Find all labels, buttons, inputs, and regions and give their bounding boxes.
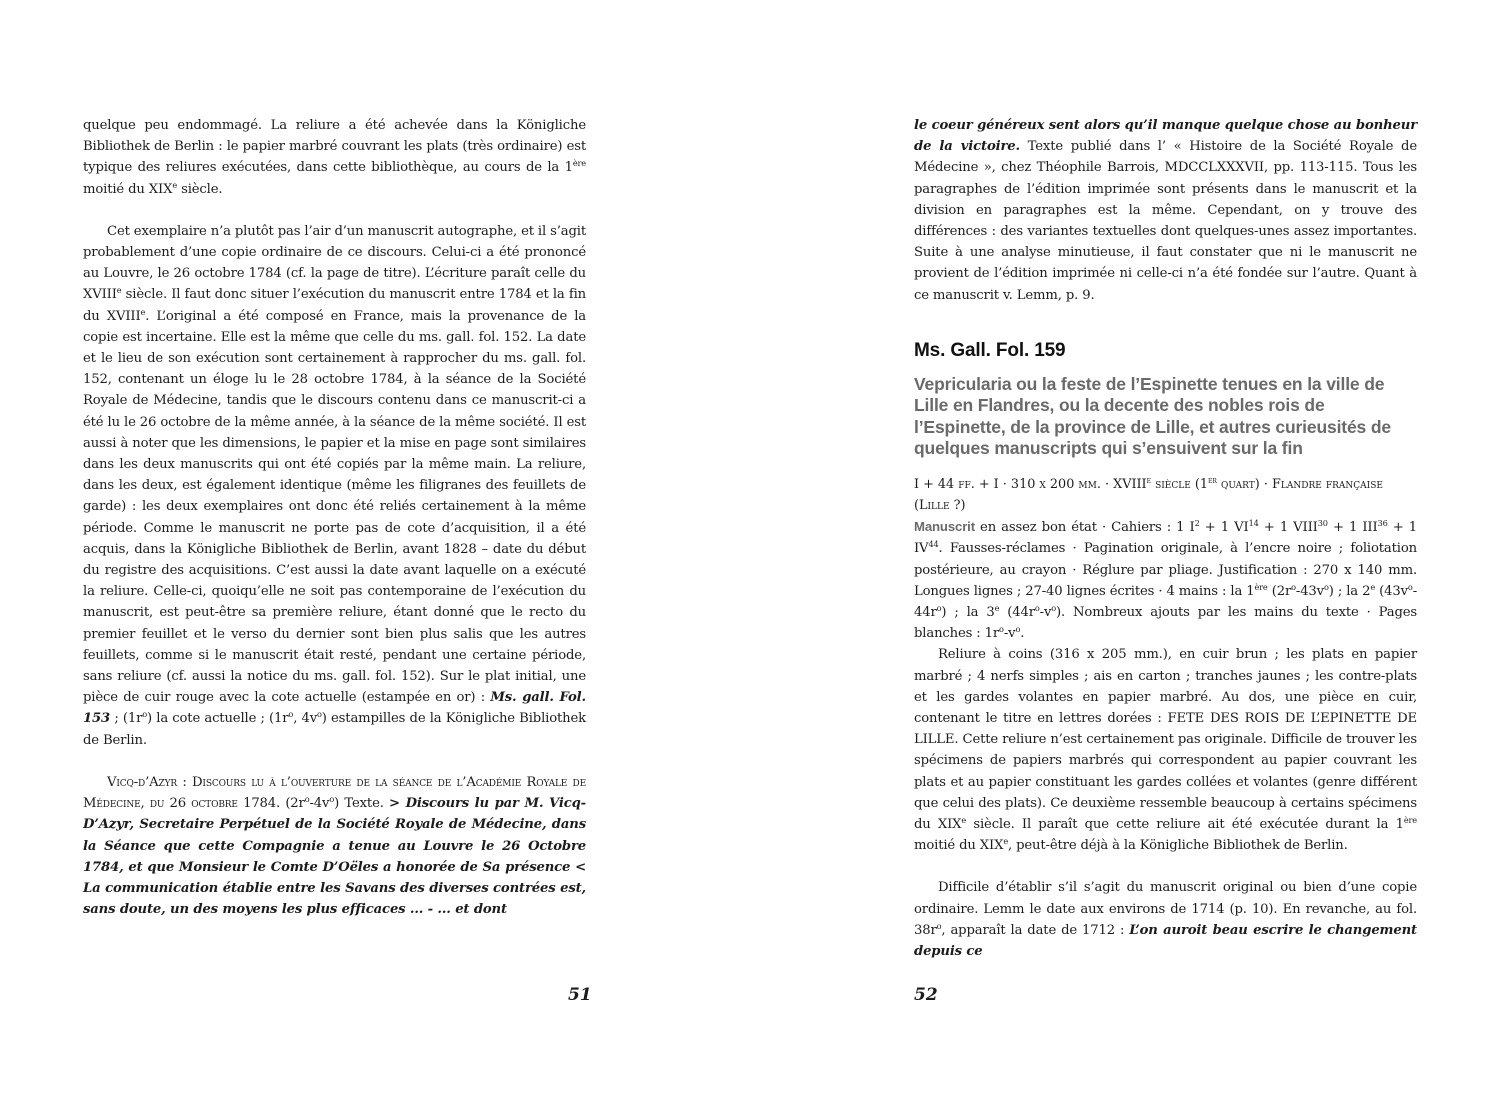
paragraph: Reliure à coins (316 x 205 mm.), en cuir brun ; les plats en papier marbré ; 4 nerfs simples ; ais en carton ; tranches jaunes ; les contre-plats et les gardes volantes en papier marbré. Au dos, une pièce en cuir, contenant le titre en lettres dorées : FETE DES ROIS DE L’EPINETTE DE LILLE. Cette reliure n’est certainement pas originale. Difficile de trouver les spécimens de papiers marbrés qui correspondent au papier couvrant les plats et au papier constituant les gardes collées et volantes (genre différent que celui des plats). Ce deuxième ressemble beaucoup à certains spécimens du XIXe siècle. Il paraît que cette reliure ait été exécutée durant la 1ère moitié du XIXe, peut-être déjà à la Königliche Bibliothek de Berlin. <box>914 647 1417 854</box>
manuscript-subtitle: Vepricularia ou la feste de l’Espinette tenues en la ville de Lille en Flandres, ou la decente des nobles rois de l’Espinette, de la province de Lille, et autres curieusités de quelques manuscripts qui s’ensuivent sur la fin <box>914 373 1391 459</box>
paragraph: quelque peu endommagé. La reliure a été achevée dans la Königliche Bibliothek de Berlin : le papier marbré couvrant les plats (très ordinaire) est typique des reliures exécutées, dans cette bibliothèque, au cours de la 1ère moitié du XIXe siècle. <box>83 118 586 197</box>
paragraph: Difficile d’établir s’il s’agit du manuscrit original ou bien d’une copie ordinaire. Lemm le date aux environs de 1714 (p. 10). En revanche, au fol. $38r^o$, apparaît la date de 1712 : L’on auroit beau escrire le changement depuis ce <box>914 880 1417 960</box>
manuscript-description: I + 44 ff. + I · 310 x 200 mm. · $XVIII^e$ siècle (1er quart) · Flandre française (Lille ?) <box>914 475 1383 514</box>
paragraph: Manuscrit en assez bon état · Cahiers : 1 $I^2 + 1$ $VI^{14} + 1$ $VIII^{30} + 1$ $III^{36} + 1$ IV$^{44}$. Fausses-réclames · Pagination originale, à l’encre noire ; foliotation postérieure, au crayon · Réglure par pliage. Justification : 270 x 140 mm. Longues lignes ; 27-40 lignes écrites · 4 mains : la 1ère $(2r^o-43v^o)$ ; la 2e $(43v^o-44r^o)$ ; la 3e $(44r^o-v^o)$. Nombreux ajouts par les mains du texte · Pages blanches : $1r^o-v^o$. <box>914 518 1418 642</box>
manuscript-title: Ms. Gall. Fol. 159 <box>914 339 1066 361</box>
page-right <box>750 0 1500 1116</box>
manuscrit-label: Manuscrit <box>914 519 975 535</box>
page-number: 51 <box>568 985 592 1005</box>
right-text-column <box>914 115 1417 962</box>
paragraph: le coeur généreux sent alors qu’il manque quelque chose au bonheur de la victoire. Texte publié dans l’ « Histoire de la Société Royale de Médecine », chez Théophile Barrois, MDCCLXXXVII, pp. 113-115. Tous les paragraphes de l’édition imprimée sont présents dans le manuscrit et la division en paragraphes est la même. Cependant, on y trouve des différences : des variantes textuelles dont quelques-unes assez importantes. Suite à une analyse minutieuse, il faut constater que ni le manuscrit ne provient de l’édition imprimée ni celle-ci n’a été fondée sur l’autre. Quant à ce manuscrit v. Lemm, p. 9. <box>914 118 1417 303</box>
page-number: 52 <box>914 985 938 1005</box>
paragraph: Cet exemplaire n’a plutôt pas l’air d’un manuscrit autographe, et il s’agit probablement d’une copie ordinaire de ce discours. Celui-ci a été prononcé au Louvre, le 26 octobre 1784 (cf. la page de titre). L’écriture paraît celle du XVIIIe siècle. Il faut donc situer l’exécution du manuscrit entre 1784 et la fin du XVIIIe. L’original a été composé en France, mais la provenance de la copie est incertaine. Elle est la même que celle du ms. gall. fol. 152. La date et le lieu de son exécution sont certainement à rapprocher du ms. gall. fol. 152, contenant un éloge lu le 28 octobre 1784, à la séance de la Société Royale de Médecine, tandis que le discours contenu dans ce manuscrit-ci a été lu le 26 octobre de la même année, à la séance de la même société. Il est aussi à noter que les dimensions, le papier et la mise en page sont similaires dans les deux manuscrits qui ont été copiés par la même main. La reliure, dans les deux, est également identique (même les filigranes des feuillets de garde) : les deux exemplaires ont donc été reliés certainement à la même période. Comme le manuscrit ne porte pas de cote d’acquisition, il a été acquis, dans la Königliche Bibliothek de Berlin, avant 1828 – date du début du registre des acquisitions. C’est aussi la date avant laquelle on a exécuté la reliure. Celle-ci, quoiqu’elle ne soit pas contemporaine de l’exécution du manuscrit, est peut-être sa première reliure, étant donné que le recto du premier feuillet et le verso du dernier sont bien plus salis que les autres feuillets, comme si le manuscrit était resté, pendant une certaine période, sans reliure (cf. aussi la notice du ms. gall. fol. 152). Sur le plat initial, une pièce de cuir rouge avec la cote actuelle (estampée en or) : Ms. gall. Fol. 153 ; $(1r^o)$ la cote actuelle ; ($1r^o$, $4v^o$) estampilles de la Königliche Bibliothek de Berlin. <box>83 223 586 748</box>
left-text-column <box>83 115 586 920</box>
text-entry-paragraph: Vicq-d’Azyr : Discours lu à l’ouverture de la séance de l’Académie Royale de Médecine, du 26 octobre 1784. $(2r^o-4v^o)$ Texte. > Discours lu par M. Vicq-D’Azyr, Secretaire Perpétuel de la Société Royale de Médecine, dans la Séance que cette Compagnie a tenue au Louvre le 26 Octobre 1784, et que Monsieur le Comte D’Oëles a honorée de Sa présence < La communication établie entre les Savans des diverses contrées est, sans doute, un des moyens les plus efficaces ... - ... et dont <box>83 774 587 918</box>
